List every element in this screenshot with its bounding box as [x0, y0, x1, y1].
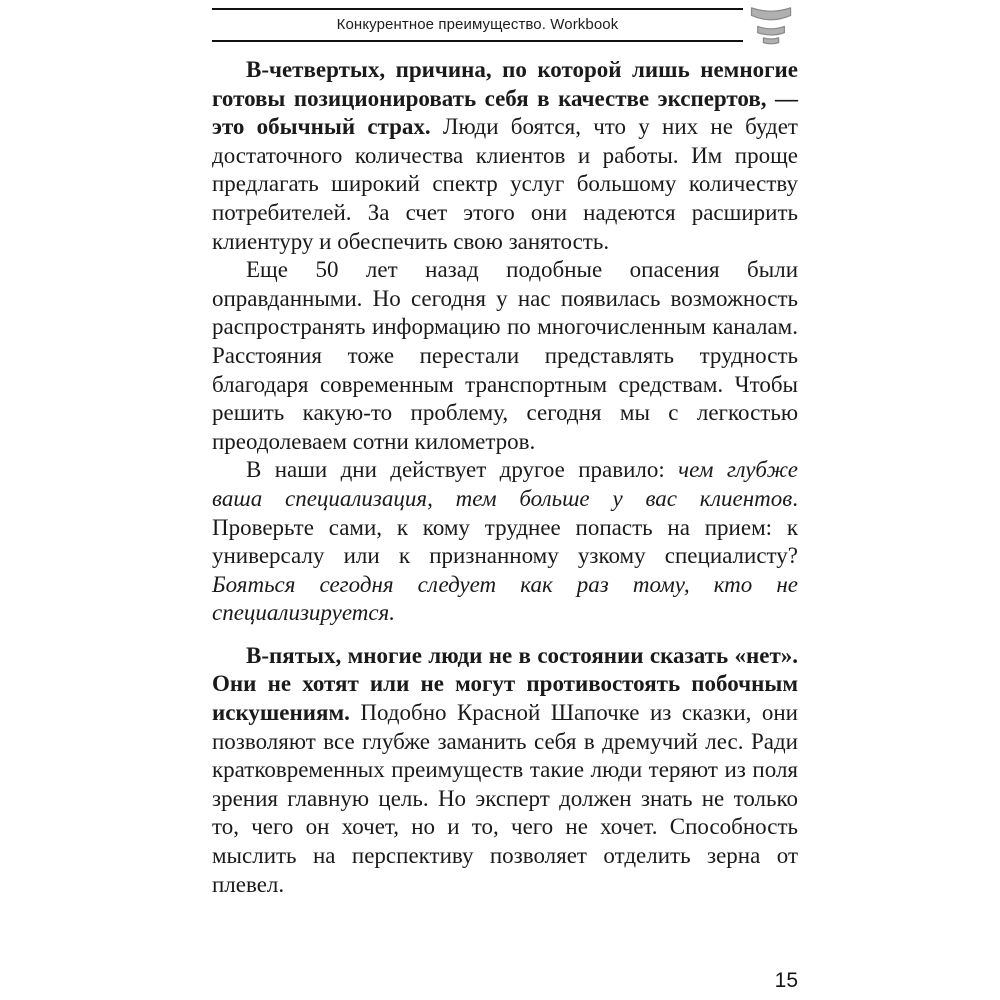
- paragraph: [212, 256, 798, 456]
- paragraph: [212, 642, 798, 899]
- paragraph: [212, 456, 798, 628]
- running-head: Конкурентное преимущество. Workbook: [336, 16, 619, 33]
- text-segment-italic: чем глубже ваша специализация, тем больше у вас клиентов: [212, 457, 798, 511]
- text-segment-bold: В-пятых, многие люди не в состоянии сказать «нет». Они не хотят или не могут противостоять побочным искушениям.: [212, 642, 798, 726]
- page-body: [212, 56, 798, 899]
- text-segment-italic: Бояться сегодня следует как раз тому, кто не специализируется.: [212, 571, 798, 626]
- stacked-bands-logo-icon: [748, 5, 796, 45]
- text-segment-bold: В-четвертых, причина, по которой лишь немногие готовы позиционировать себя в качестве экспертов, — это обычный страх.: [212, 57, 798, 140]
- text-segment: Еще 50 лет назад подобные опасения были оправданными. Но сегодня у нас появилась возможность распространять информацию по многочисленным каналам. Расстояния тоже перестали представлять трудность благодаря современным транспортным средствам. Чтобы решить какую-то проблему, сегодня мы с легкостью преодолеваем сотни километров.: [212, 257, 798, 454]
- text-segment: Подобно Красной Шапочке из сказки, они позволяют все глубже заманить себя в дремучий лес. Ради кратковременных преимуществ такие люди теряют из поля зрения главную цель. Но эксперт должен знать не только то, чего он хочет, но и то, чего не хочет. Способность мыслить на перспективу позволяет отделить зерна от плевел.: [212, 700, 798, 897]
- page-header: [212, 8, 743, 42]
- text-segment: . Проверьте сами, к кому труднее попасть на прием: к универсалу или к признанному узкому специалисту?: [212, 485, 798, 569]
- page-number: 15: [774, 969, 798, 992]
- paragraph: [212, 56, 798, 256]
- header-rule-bottom: [212, 40, 743, 42]
- text-segment: Люди боятся, что у них не будет достаточного количества клиентов и работы. Им проще предлагать широкий спектр услуг большому количеству потребителей. За счет этого они надеются расширить клиентуру и обеспечить свою занятость.: [212, 114, 798, 254]
- text-segment: В наши дни действует другое правило:: [246, 457, 679, 483]
